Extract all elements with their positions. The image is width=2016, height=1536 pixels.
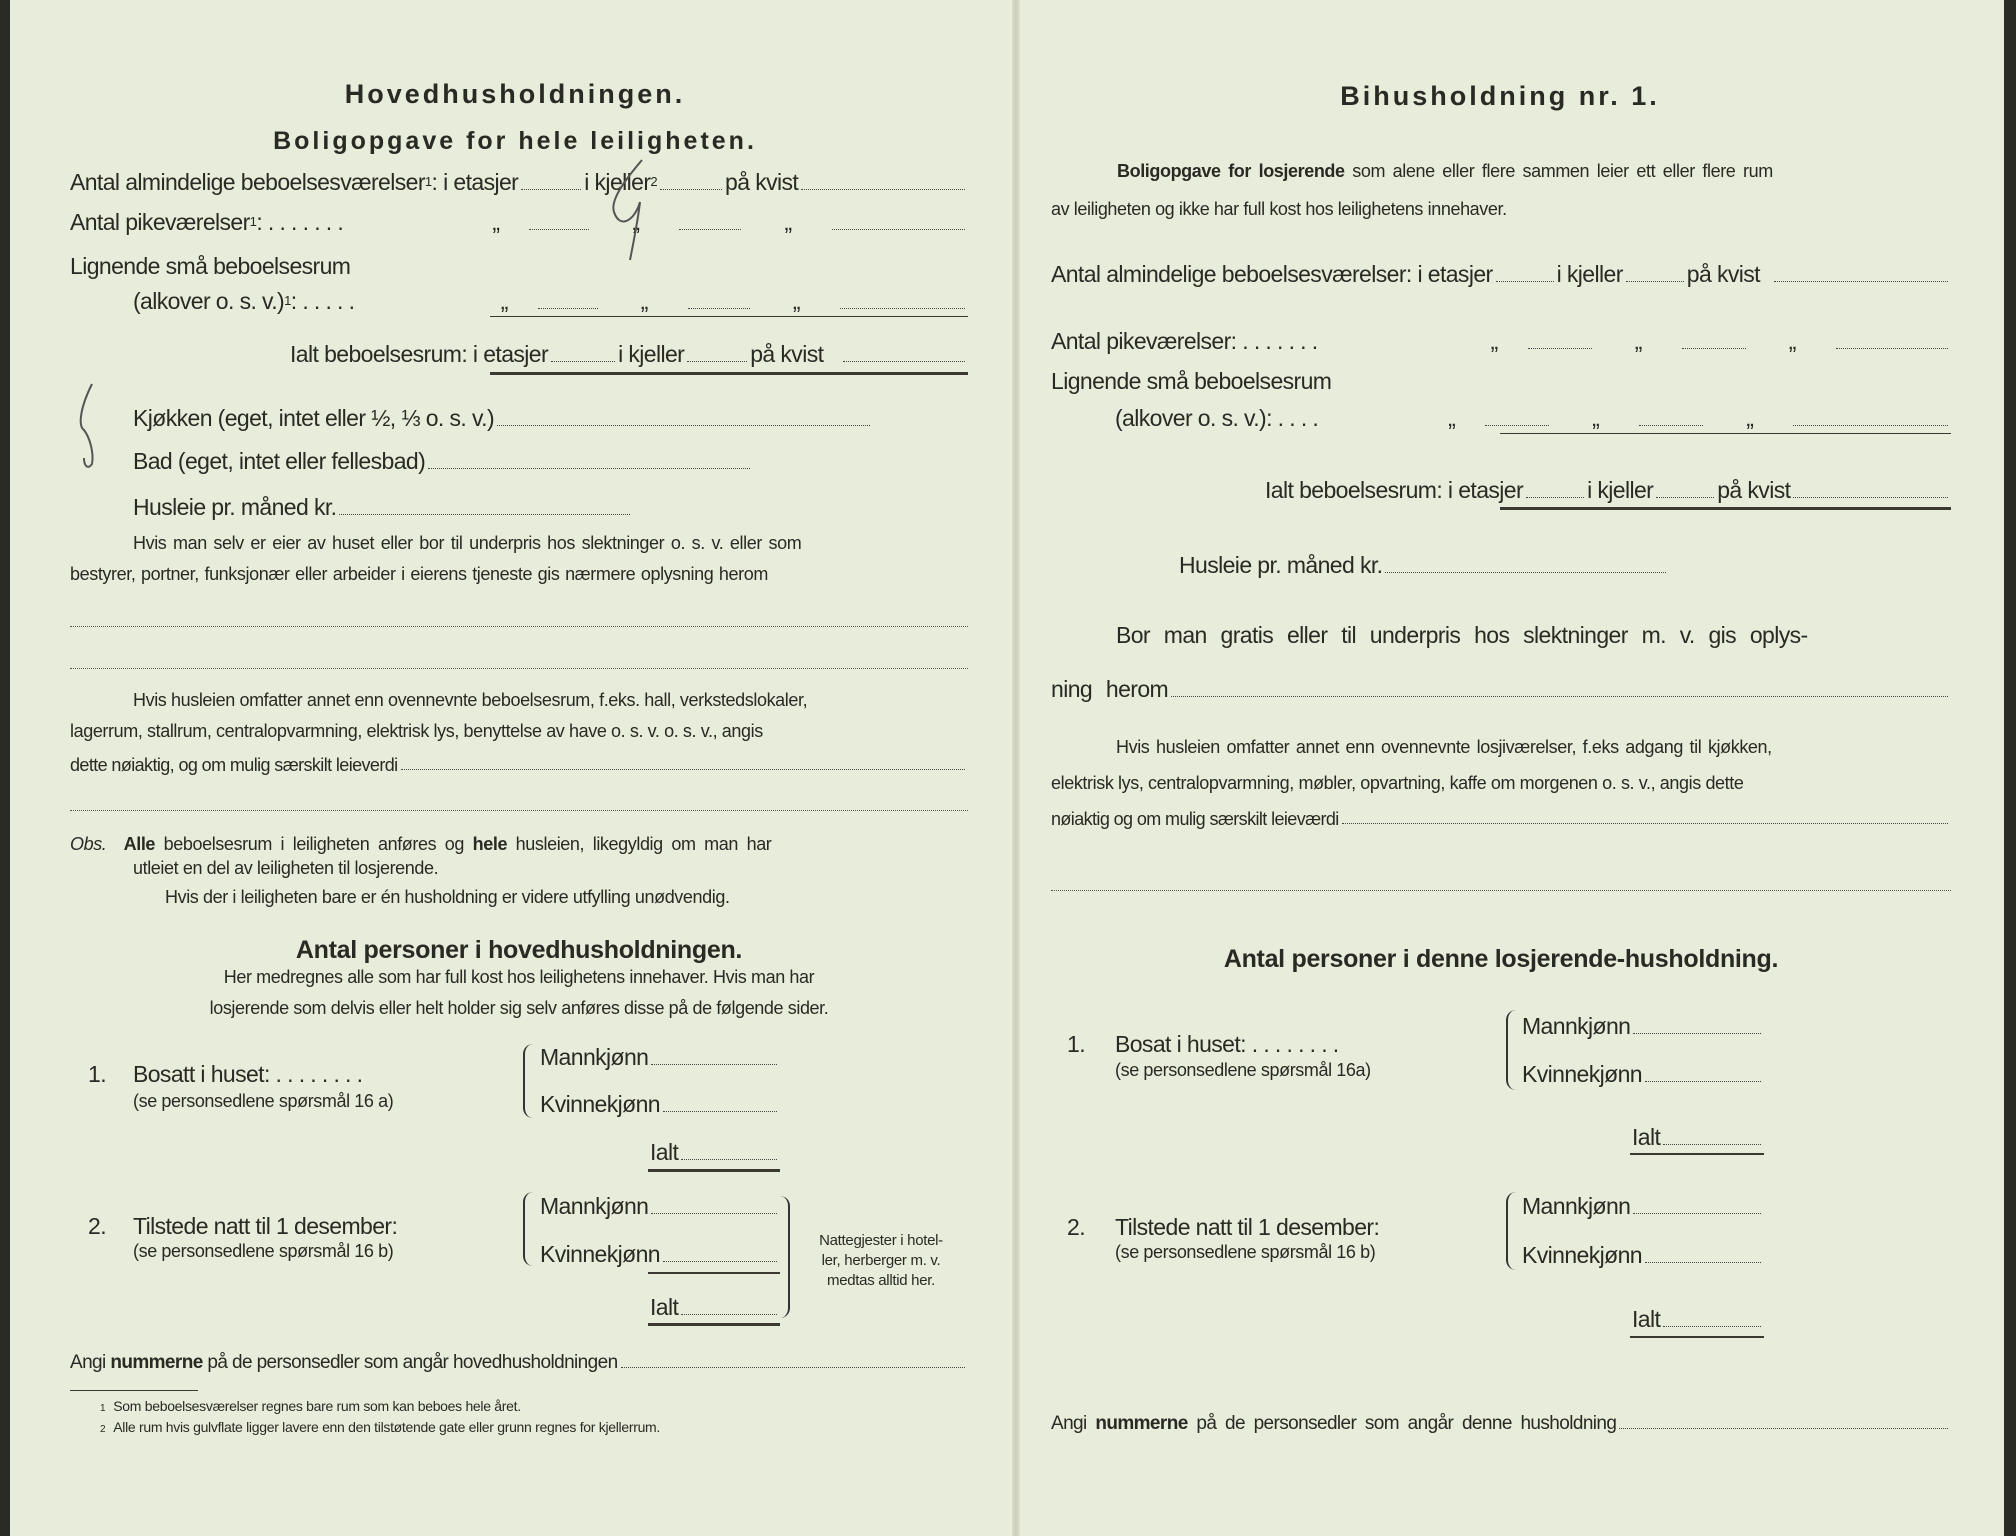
- left-natte-note-1: Nattegjester i hotel-: [819, 1232, 943, 1249]
- handwritten-mark-icon: [70, 378, 120, 478]
- obs-emphasis: hele: [472, 834, 508, 854]
- field-mann[interactable]: [651, 1064, 777, 1065]
- left-q2-num: 2.: [88, 1213, 106, 1239]
- right-persons-heading: Antal personer i denne losjerende-husholdning.: [1223, 945, 1779, 973]
- ditto-mark: „: [1448, 405, 1456, 431]
- text: på de personsedler som angår hovedhusholdningen: [207, 1352, 618, 1373]
- page-fold: [1012, 0, 1020, 1536]
- right-row-alkover: [1115, 404, 1951, 432]
- left-persons-para-1: Her medregnes alle som har full kost hos leilighetens innehaver. Hvis man har: [223, 967, 815, 987]
- right-hvis-2: elektrisk lys, centralopvarmning, møbler, opvartning, kaffe om morgenen o. s. v., angis dette: [1051, 773, 1744, 793]
- obs-label: Obs.: [70, 834, 107, 854]
- total-rule: [648, 1323, 780, 1326]
- right-intro-1: [1117, 160, 1773, 182]
- left-q1-kvinne: [540, 1090, 780, 1118]
- field-kvinne[interactable]: [663, 1111, 777, 1112]
- left-row-husleie: [133, 493, 633, 521]
- scan-edge-left: [0, 0, 10, 1536]
- left-obs-2: utleiet en del av leiligheten til losjerende.: [133, 858, 439, 878]
- total-rule: [1630, 1153, 1764, 1155]
- field-kvinne[interactable]: [663, 1261, 777, 1262]
- field-bad[interactable]: [428, 468, 750, 469]
- label: (alkover o. s. v.): [133, 288, 285, 314]
- right-q2-mann: [1522, 1192, 1764, 1220]
- emphasis: Boligopgave for losjerende: [1117, 161, 1345, 181]
- field-kvist[interactable]: [832, 229, 966, 230]
- text: Angi: [1051, 1413, 1087, 1434]
- field-ialt[interactable]: [1663, 1326, 1761, 1327]
- field-kjeller[interactable]: [687, 361, 747, 362]
- label: Mannkjønn: [540, 1044, 649, 1070]
- field-kjeller[interactable]: [1656, 497, 1714, 498]
- leader-dots: : . . . .: [1266, 405, 1319, 431]
- field-kvist[interactable]: [1793, 497, 1948, 498]
- ditto-mark: „: [500, 288, 508, 314]
- field-leievaerdi-line-2[interactable]: [1051, 890, 1951, 891]
- field-kjeller[interactable]: [1639, 425, 1703, 426]
- label: nøiaktig og om mulig særskilt leieværdi: [1051, 809, 1339, 829]
- field-mann[interactable]: [1633, 1033, 1761, 1034]
- footnote-2: [100, 1418, 660, 1439]
- right-q2-label: Tilstede natt til 1 desember:: [1115, 1214, 1380, 1240]
- field-eier-line-2[interactable]: [70, 668, 968, 669]
- label: Kvinnekjønn: [540, 1091, 660, 1117]
- left-q2-kvinne: [540, 1240, 780, 1268]
- ditto-mark: „: [640, 288, 648, 314]
- label: Kvinnekjønn: [1522, 1242, 1642, 1268]
- right-title: Bihusholdning nr. 1.: [1340, 81, 1660, 111]
- total-rule: [1630, 1336, 1764, 1338]
- label: Kvinnekjønn: [1522, 1061, 1642, 1087]
- field-eier-line-1[interactable]: [70, 626, 968, 627]
- field-leieverdi[interactable]: [401, 769, 965, 770]
- leader-dots: : . . . . .: [290, 288, 355, 314]
- scan-edge-right: [2004, 0, 2016, 1536]
- left-q1-ialt: [650, 1138, 780, 1166]
- field-kjeller[interactable]: [688, 308, 750, 309]
- footnote-number: 1: [100, 1403, 106, 1414]
- sum-rule: [490, 316, 968, 317]
- field-mann[interactable]: [1633, 1213, 1761, 1214]
- right-q2-ialt: [1632, 1305, 1764, 1333]
- footnote-text: Alle rum hvis gulvflate ligger lavere enn den tilstøtende gate eller grunn regnes for kjellerrum.: [113, 1419, 661, 1435]
- right-row-almindelige: [1051, 260, 1951, 288]
- left-q2-mann: [540, 1192, 780, 1220]
- label: på kvist: [750, 341, 824, 367]
- label: Ialt: [1632, 1124, 1661, 1150]
- left-q1-mann: [540, 1043, 780, 1071]
- field-etasjer[interactable]: [1526, 497, 1584, 498]
- field-etasjer[interactable]: [551, 361, 615, 362]
- label: Ialt: [1632, 1306, 1661, 1332]
- brace: [523, 1192, 533, 1266]
- right-q1-ialt: [1632, 1123, 1764, 1151]
- field-etasjer[interactable]: [529, 229, 589, 230]
- ditto-mark: „: [1746, 405, 1754, 431]
- text: som alene eller flere sammen leier ett eller flere rum: [1352, 161, 1773, 181]
- right-q2-kvinne: [1522, 1241, 1764, 1269]
- left-natte-note-3: medtas alltid her.: [827, 1272, 935, 1289]
- footnote-1: [100, 1397, 521, 1418]
- emphasis: nummerne: [1095, 1413, 1188, 1434]
- left-obs-3: Hvis der i leiligheten bare er én husholdning er videre utfylling unødvendig.: [165, 887, 730, 907]
- right-row-pike: [1051, 327, 1951, 355]
- right-q1-mann: [1522, 1012, 1764, 1040]
- field-etasjer[interactable]: [1496, 281, 1554, 282]
- brace: [1506, 1192, 1516, 1270]
- label: Antal pikeværelser: [70, 209, 250, 235]
- right-q1-sub: (se personsedlene spørsmål 16a): [1115, 1060, 1371, 1080]
- left-obs-1: [70, 833, 771, 855]
- ditto-mark: „: [792, 288, 800, 314]
- field-kjokken[interactable]: [497, 425, 870, 426]
- footnote-ref: 1: [424, 174, 432, 189]
- left-persons-para-2: losjerende som delvis eller helt holder sig selv anføres disse på de følgende sider.: [209, 998, 829, 1018]
- label: dette nøiaktig, og om mulig særskilt leieverdi: [70, 755, 398, 775]
- right-bor-1: Bor man gratis eller til underpris hos slektninger m. v. gis oplys-: [1116, 622, 1808, 648]
- right-q2-sub: (se personsedlene spørsmål 16 b): [1115, 1242, 1376, 1262]
- field-etasjer[interactable]: [538, 308, 598, 309]
- field-etasjer[interactable]: [521, 189, 581, 190]
- label: : i etasjer: [431, 169, 519, 195]
- label: Ialt beboelsesrum: [1265, 477, 1437, 503]
- field-kjeller[interactable]: [679, 229, 741, 230]
- left-para-husleien-2: lagerrum, stallrum, centralopvarmning, elektrisk lys, benyttelse av have o. s. v. o. s. v., angis: [70, 721, 763, 741]
- field-kvist[interactable]: [1836, 348, 1948, 349]
- brace: [1506, 1010, 1516, 1090]
- label: i kjeller: [584, 169, 651, 195]
- field-personsedler[interactable]: [1619, 1428, 1948, 1429]
- text: Angi: [70, 1352, 106, 1373]
- field-etasjer[interactable]: [1485, 425, 1549, 426]
- text: husleien, likegyldig om man har: [515, 834, 772, 854]
- text: beboelsesrum i leiligheten anføres og: [163, 834, 465, 854]
- right-q1-num: 1.: [1067, 1031, 1085, 1057]
- footnote-ref: 1: [284, 293, 291, 308]
- right-hvis-1: Hvis husleien omfatter annet enn ovennevnte losjiværelser, f.eks adgang til kjøkken,: [1116, 737, 1772, 757]
- left-q2-ialt: [650, 1293, 780, 1321]
- field-husleie[interactable]: [339, 514, 630, 515]
- field-kjeller[interactable]: [1626, 281, 1684, 282]
- right-q1-kvinne: [1522, 1060, 1764, 1088]
- right-row-husleie: [1179, 551, 1669, 579]
- field-kvinne[interactable]: [1645, 1262, 1761, 1263]
- ditto-mark: „: [1634, 328, 1642, 354]
- label: Mannkjønn: [540, 1193, 649, 1219]
- field-oplysning[interactable]: [1171, 696, 1948, 697]
- ditto-mark: „: [784, 209, 792, 235]
- left-para-eier-2: bestyrer, portner, funksjonær eller arbeider i eierens tjeneste gis nærmere oplysning herom: [70, 564, 768, 584]
- brace: [780, 1196, 790, 1318]
- field-ialt[interactable]: [1663, 1144, 1761, 1145]
- left-row-alkover: [133, 287, 968, 315]
- left-title: Hovedhusholdningen.: [344, 79, 686, 109]
- label: i kjeller: [618, 341, 685, 367]
- left-row-ialt: [290, 340, 968, 368]
- field-ialt[interactable]: [681, 1159, 777, 1160]
- right-row-angi: [1051, 1413, 1951, 1435]
- ditto-mark: „: [632, 209, 640, 235]
- label: Husleie pr. måned kr.: [1179, 552, 1383, 578]
- left-q1-num: 1.: [88, 1061, 106, 1087]
- right-intro-2: av leiligheten og ikke har full kost hos leilighetens innehaver.: [1051, 199, 1507, 219]
- label: : i etasjer: [461, 341, 549, 367]
- ditto-mark: „: [1788, 328, 1796, 354]
- right-row-leievaerdi: [1051, 808, 1951, 830]
- sum-rule: [1500, 433, 1951, 434]
- total-rule: [490, 372, 968, 375]
- label: Antal almindelige beboelsesværelser: [1051, 261, 1406, 287]
- left-q2-label: Tilstede natt til 1 desember:: [133, 1213, 398, 1239]
- field-mann[interactable]: [651, 1213, 777, 1214]
- ditto-mark: „: [1592, 405, 1600, 431]
- field-personsedler[interactable]: [621, 1367, 965, 1368]
- field-ialt[interactable]: [681, 1314, 777, 1315]
- right-q2-num: 2.: [1067, 1214, 1085, 1240]
- label: i kjeller: [1587, 477, 1654, 503]
- footnote-ref: 1: [249, 214, 257, 229]
- field-kvinne[interactable]: [1645, 1081, 1761, 1082]
- label: Ialt beboelsesrum: [290, 341, 462, 367]
- left-row-almindelige: [70, 168, 968, 196]
- label: på kvist: [1717, 477, 1791, 503]
- leader-dots: : . . . . . . .: [256, 209, 344, 235]
- left-para-eier-1: Hvis man selv er eier av huset eller bor til underpris hos slektninger o. s. v. eller som: [133, 533, 802, 553]
- left-q1-label: Bosatt i huset: . . . . . . . .: [133, 1061, 363, 1087]
- label: Mannkjønn: [1522, 1193, 1631, 1219]
- handwritten-mark-icon: [590, 150, 670, 270]
- label: (alkover o. s. v.): [1115, 405, 1267, 431]
- footnote-rule: [70, 1390, 198, 1391]
- total-rule: [648, 1169, 780, 1172]
- label: på kvist: [1686, 261, 1760, 287]
- field-husleie[interactable]: [1385, 572, 1666, 573]
- field-leieverdi-line-2[interactable]: [70, 810, 968, 811]
- left-row-lignende: Lignende små beboelsesrum: [70, 253, 351, 279]
- field-kvist[interactable]: [1793, 425, 1948, 426]
- left-row-bad: [133, 447, 753, 475]
- field-kvist[interactable]: [1774, 281, 1948, 282]
- label: Antal pikeværelser: [1051, 328, 1231, 354]
- left-row-kjokken: [133, 404, 873, 432]
- brace: [523, 1044, 533, 1118]
- left-subtitle: Boligopgave for hele leiligheten.: [273, 127, 757, 155]
- left-row-leieverdi: [70, 754, 968, 776]
- footnote-ref: 2: [650, 174, 658, 189]
- left-q2-sub: (se personsedlene spørsmål 16 b): [133, 1241, 394, 1261]
- label: i kjeller: [1556, 261, 1623, 287]
- footnote-text: Som beboelsesværelser regnes bare rum som kan beboes hele året.: [113, 1398, 521, 1414]
- obs-emphasis: Alle: [123, 834, 156, 854]
- label: : i etasjer: [1405, 261, 1493, 287]
- label: på kvist: [725, 169, 799, 195]
- field-kjeller[interactable]: [1682, 348, 1746, 349]
- left-para-husleien-1: Hvis husleien omfatter annet enn ovennevnte beboelsesrum, f.eks. hall, verkstedslokaler,: [133, 690, 808, 710]
- label: Ialt: [650, 1139, 679, 1165]
- ditto-mark: „: [492, 209, 500, 235]
- right-q1-label: Bosat i huset: . . . . . . . .: [1115, 1031, 1339, 1057]
- left-natte-note-2: ler, herberger m. v.: [821, 1252, 941, 1269]
- label: Antal almindelige beboelsesværelser: [70, 169, 425, 195]
- text: på de personsedler som angår denne husholdning: [1196, 1413, 1617, 1434]
- field-kvist[interactable]: [843, 361, 965, 362]
- emphasis: nummerne: [110, 1352, 203, 1373]
- field-leievaerdi[interactable]: [1342, 823, 1948, 824]
- label: Ialt: [650, 1294, 679, 1320]
- right-row-lignende: Lignende små beboelsesrum: [1051, 368, 1332, 394]
- field-etasjer[interactable]: [1528, 348, 1592, 349]
- ditto-mark: „: [1490, 328, 1498, 354]
- label: Husleie pr. måned kr.: [133, 494, 337, 520]
- total-rule: [1500, 507, 1951, 510]
- label: Bad (eget, intet eller fellesbad): [133, 448, 426, 474]
- right-row-ialt: [1265, 476, 1951, 504]
- footnote-number: 2: [100, 1424, 106, 1435]
- left-row-angi: [70, 1352, 968, 1374]
- label: Kvinnekjønn: [540, 1241, 660, 1267]
- field-kvist[interactable]: [840, 308, 965, 309]
- sum-rule: [648, 1272, 780, 1274]
- right-row-bor-2: [1051, 675, 1951, 703]
- left-q1-sub: (se personsedlene spørsmål 16 a): [133, 1091, 394, 1111]
- label: : i etasjer: [1436, 477, 1524, 503]
- leader-dots: : . . . . . . .: [1230, 328, 1318, 354]
- right-page: [1020, 0, 2004, 1536]
- label: ning herom: [1051, 676, 1169, 702]
- left-persons-heading: Antal personer i hovedhusholdningen.: [295, 936, 743, 964]
- label: Kjøkken (eget, intet eller ½, ⅓ o. s. v.): [133, 405, 495, 431]
- label: Mannkjønn: [1522, 1013, 1631, 1039]
- left-row-pike: [70, 208, 968, 236]
- field-kvist[interactable]: [801, 189, 965, 190]
